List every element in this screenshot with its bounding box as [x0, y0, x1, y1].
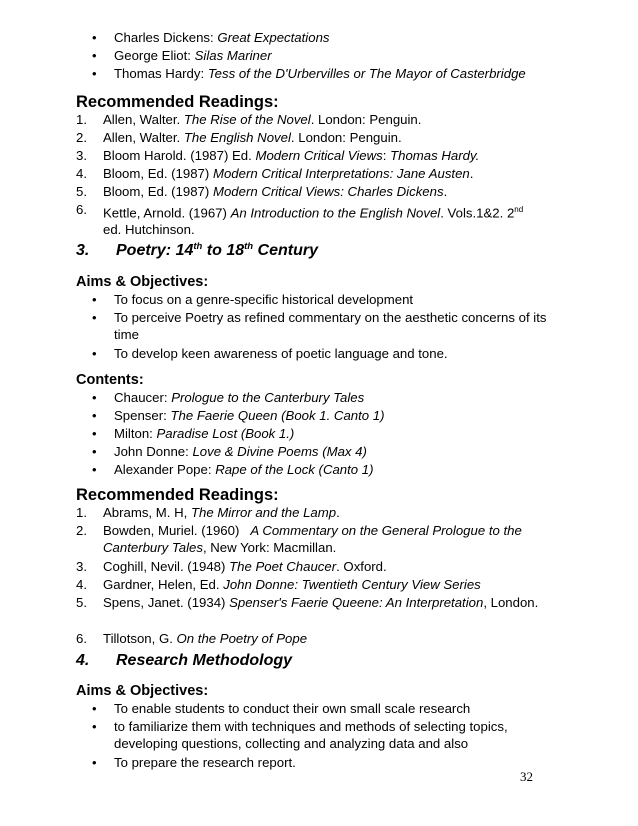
recommended-readings-list-2: [0, 505, 638, 649]
aims-objectives-heading-2: Aims & Objectives:: [76, 683, 209, 699]
list-item: • Chaucer: Prologue to the Canterbury Tales: [0, 390, 638, 408]
section-3-title: 3. Poetry: 14th to 18th Century: [76, 241, 319, 259]
contents-heading: Contents:: [76, 372, 144, 388]
list-item: • John Donne: Love & Divine Poems (Max 4): [0, 444, 638, 462]
list-item: 4. Bloom, Ed. (1987) Modern Critical Interpretations: Jane Austen.: [76, 166, 474, 181]
list-item: 2. Allen, Walter. The English Novel. London: Penguin.: [76, 130, 402, 145]
list-item: 3. Coghill, Nevil. (1948) The Poet Chaucer. Oxford.: [76, 559, 387, 574]
list-item: • Charles Dickens: Great Expectations: [0, 30, 638, 48]
recommended-readings-list: [0, 112, 638, 238]
novel-list: [0, 30, 638, 84]
list-item: • Milton: Paradise Lost (Book 1.): [0, 426, 638, 444]
list-item: 1. Allen, Walter. The Rise of the Novel. London: Penguin.: [76, 112, 422, 127]
list-item: • To develop keen awareness of poetic language and tone.: [0, 346, 638, 364]
list-item: • To enable students to conduct their own small scale research: [0, 701, 638, 719]
list-item: 4. Gardner, Helen, Ed. John Donne: Twentieth Century View Series: [76, 577, 481, 592]
list-item: • To focus on a genre-specific historical development: [0, 292, 638, 310]
recommended-readings-heading: Recommended Readings:: [76, 93, 279, 111]
list-item: • To perceive Poetry as refined commentary on the aesthetic concerns of its time: [0, 310, 638, 346]
list-item: • Alexander Pope: Rape of the Lock (Canto 1): [0, 462, 638, 480]
list-item: • Spenser: The Faerie Queen (Book 1. Canto 1): [0, 408, 638, 426]
list-item: 1. Abrams, M. H, The Mirror and the Lamp.: [76, 505, 340, 520]
list-item: 2. Bowden, Muriel. (1960) A Commentary on the General Prologue to the Canterbury Tales, New York: Macmillan.: [76, 523, 522, 555]
aims-objectives-heading: Aims & Objectives:: [76, 274, 209, 290]
aims-list-2: [0, 701, 638, 773]
list-item: • To prepare the research report.: [0, 755, 638, 773]
contents-list: [0, 390, 638, 480]
list-item: 6. Tillotson, G. On the Poetry of Pope: [76, 631, 308, 646]
list-item: 5. Spens, Janet. (1934) Spenser's Faerie Queene: An Interpretation, London.: [76, 595, 539, 610]
list-item: 5. Bloom, Ed. (1987) Modern Critical Views: Charles Dickens.: [76, 184, 448, 199]
list-item: 6. Kettle, Arnold. (1967) An Introduction to the English Novel. Vols.1&2. 2nd ed. Hutchinson.: [76, 202, 524, 237]
recommended-readings-heading-2: Recommended Readings:: [76, 486, 279, 504]
list-item: 3. Bloom Harold. (1987) Ed. Modern Critical Views: Thomas Hardy.: [76, 148, 480, 163]
section-4-title: 4. Research Methodology: [76, 652, 293, 669]
list-item: • Thomas Hardy: Tess of the D'Urbervilles or The Mayor of Casterbridge: [0, 66, 638, 84]
aims-list: [0, 292, 638, 364]
list-item: • to familiarize them with techniques and methods of selecting topics, developing questions, collecting and analyzing data and also: [0, 719, 638, 755]
list-item: • George Eliot: Silas Mariner: [0, 48, 638, 66]
page-number: 32: [520, 769, 533, 784]
